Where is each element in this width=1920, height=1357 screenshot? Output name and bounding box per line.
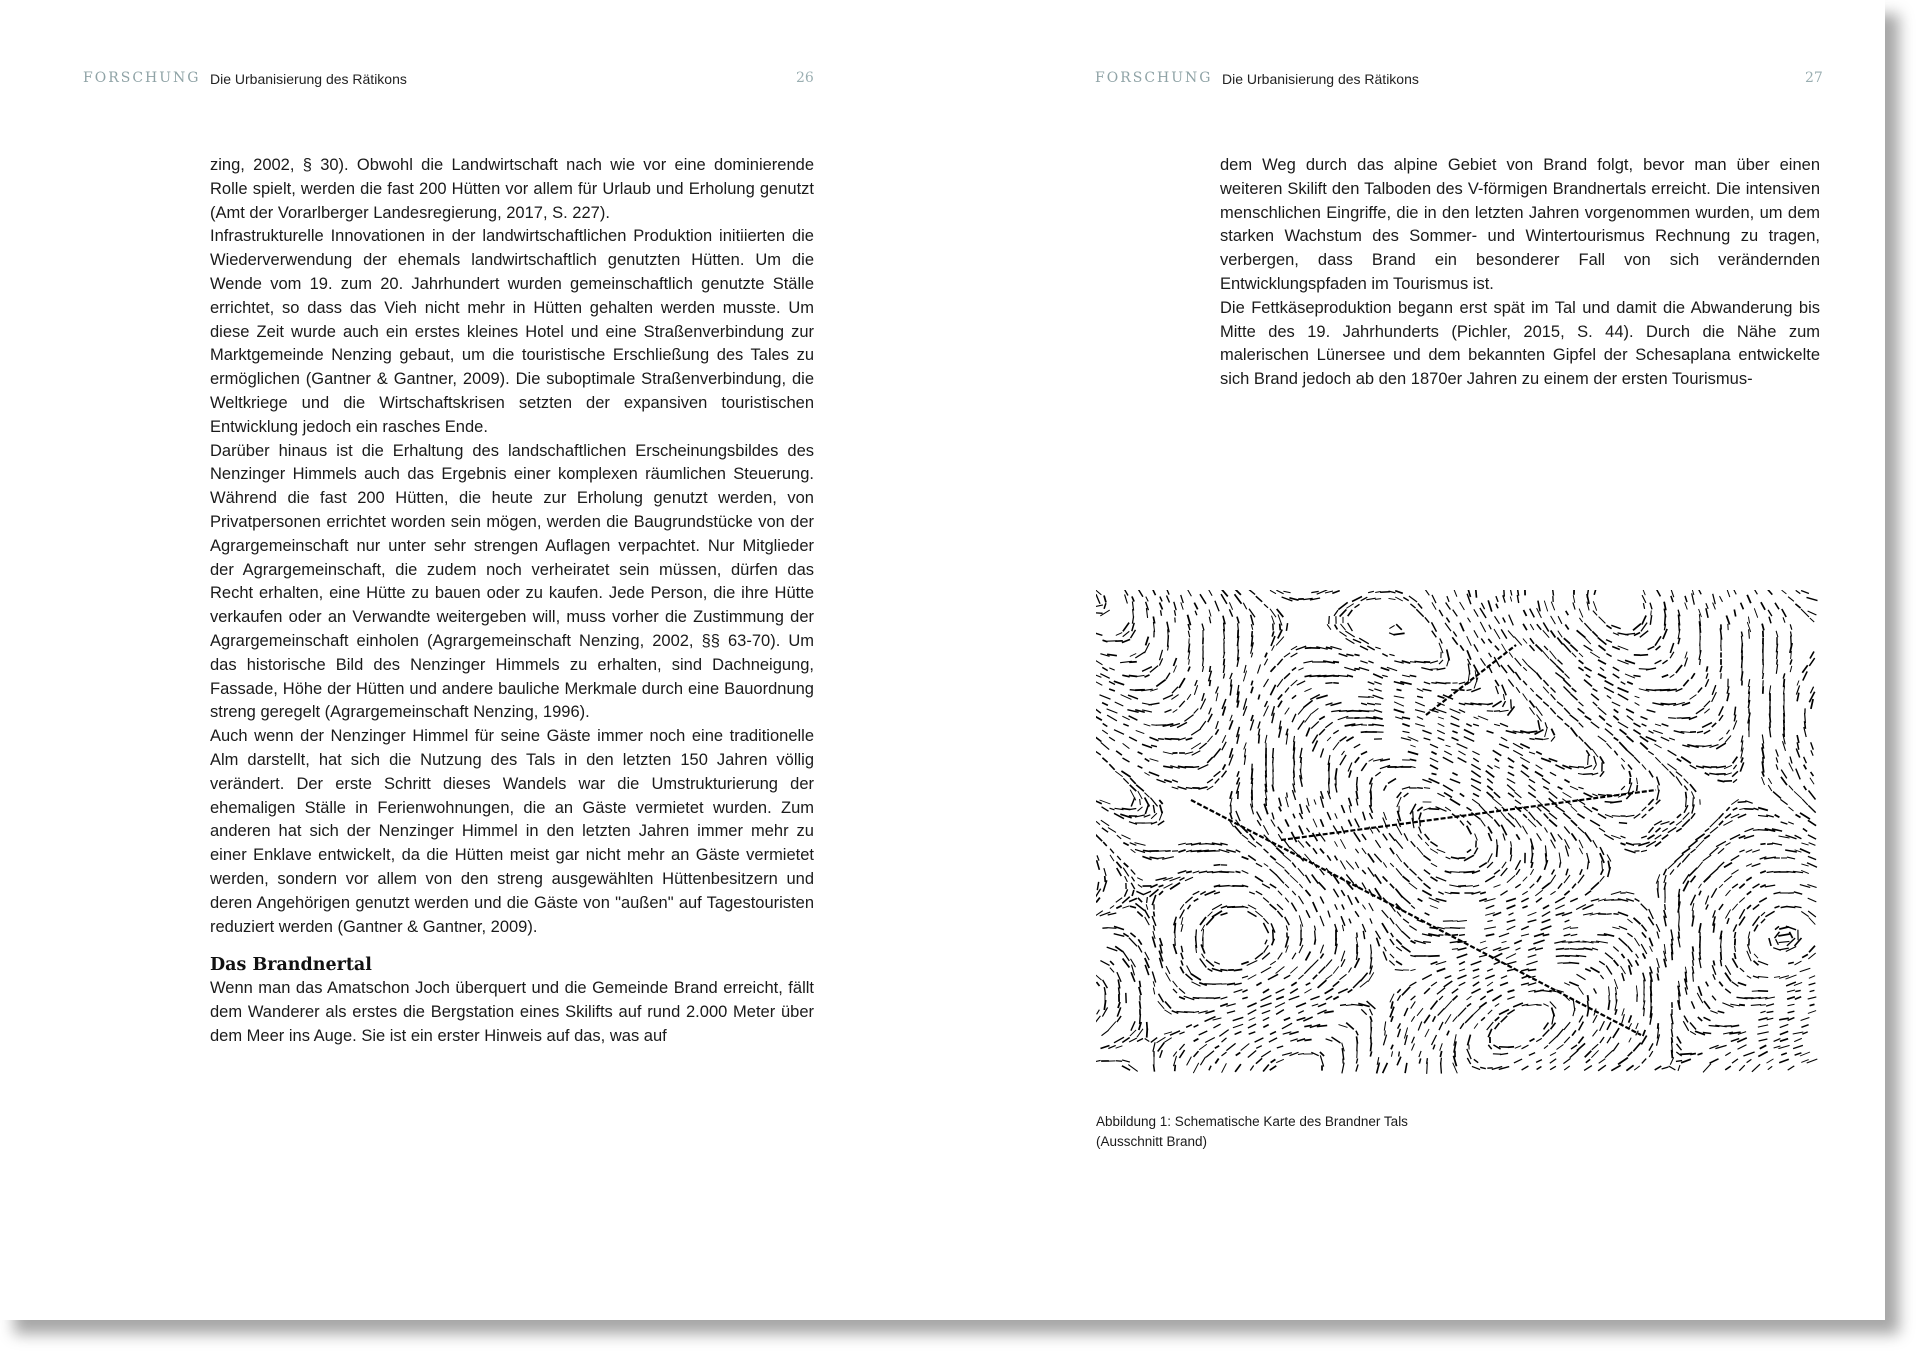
left-header-title: Die Urbanisierung des Rätikons xyxy=(210,71,407,87)
right-header-section: FORSCHUNG xyxy=(1095,70,1213,86)
right-paragraph: Die Fettkäseproduktion begann erst spät im Tal und damit die Abwanderung bis Mitte des 19. Jahrhunderts (Pichler, 2015, S. 44). Durch die Nähe zum malerischen Lünersee und dem bekannten Gipfel der Schesaplana entwickelte sich Brand jedoch ab den 1870er Jahren zu einem der ersten Tourismus- xyxy=(1220,298,1820,389)
right-paragraph: dem Weg durch das alpine Gebiet von Brand folgt, bevor man über einen weiteren Skilift den Talboden des V-förmigen Brandnertals erreicht. Die intensiven menschlichen Eingriffe, die in den letzten Jahren vorgenommen wurden, um dem starken Wachstum des Sommer- und Wintertourismus Rechnung zu tragen, verbergen, dass Brand ein besonderer Fall von sich verändernden Entwicklungspfaden im Tourismus ist. xyxy=(1220,156,1820,293)
schematic-contour-map xyxy=(1096,590,1819,1075)
figure-caption xyxy=(1096,1112,1496,1152)
left-paragraph: Auch wenn der Nenzinger Himmel für seine Gäste immer noch eine traditionelle Alm darstellt, hat sich die Nutzung des Tals in den letzten 150 Jahren völlig verändert. Der erste Schritt dieses Wandels war die Umstrukturierung der ehemaligen Ställe in Ferienwohnungen, die an Gäste vermietet wurden. Zum anderen hat sich der Nenzinger Himmel in den letzten Jahren immer mehr zu einer Enklave entwickelt, da die Hütten meist gar nicht mehr an Gäste vermietet werden, sondern vor allem von den streng ausgewählten Hüttenbesitzern und deren Angehörigen genutzt werden und die Gäste von "außen" auf Tagestouristen reduziert werden (Gantner & Gantner, 2009). xyxy=(210,727,814,936)
right-page-header xyxy=(1095,70,1830,90)
contour-map-graphic xyxy=(1096,590,1819,1075)
subheading-brandnertal: Das Brandnertal xyxy=(210,955,372,976)
figure-caption-line: Abbildung 1: Schematische Karte des Brandner Tals xyxy=(1096,1114,1408,1129)
right-page-body xyxy=(1220,154,1820,392)
figure-caption-line: (Ausschnitt Brand) xyxy=(1096,1134,1208,1149)
right-page-number: 27 xyxy=(1805,70,1823,86)
right-header-title: Die Urbanisierung des Rätikons xyxy=(1222,71,1419,87)
left-paragraph: Darüber hinaus ist die Erhaltung des landschaftlichen Erscheinungsbildes des Nenzinger Himmels auch das Ergebnis einer komplexen räumlichen Steuerung. Während die fast 200 Hütten, die heute zur Erholung genutzt werden, von Privatpersonen errichtet worden sein mögen, werden die Baugrundstücke von der Agrargemeinschaft nur unter sehr strengen Auflagen verpachtet. Nur Mitglieder der Agrargemeinschaft, die zudem noch verheiratet sein müssen, dürfen das Recht erhalten, eine Hütte zu bauen oder zu kaufen. Jede Person, die ihre Hütte verkaufen oder an Verwandte weitergeben will, muss vorher die Zustimmung der Agrargemeinschaft einholen (Agrargemeinschaft Nenzing, 2002, §§ 63-70). Um das historische Bild des Nenzinger Himmels zu erhalten, sind Dachneigung, Fassade, Höhe der Hütten und andere bauliche Merkmale durch eine Bauordnung streng geregelt (Agrargemeinschaft Nenzing, 1996). xyxy=(210,441,814,722)
contour-dashes xyxy=(1096,590,1818,1074)
left-page-header xyxy=(83,70,818,90)
left-header-section: FORSCHUNG xyxy=(83,70,201,86)
left-paragraph: Wenn man das Amatschon Joch überquert und die Gemeinde Brand erreicht, fällt dem Wanderer als erstes die Bergstation eines Skilifts auf rund 2.000 Meter über dem Meer ins Auge. Sie ist ein erster Hinweis auf das, was auf xyxy=(210,979,814,1045)
left-page-body xyxy=(210,154,814,1049)
left-page-number: 26 xyxy=(796,70,814,86)
left-paragraph: Infrastrukturelle Innovationen in der landwirtschaftlichen Produktion initiierten die Wiederverwendung der ehemals landwirtschaftlich genutzten Hütten. Um die Wende vom 19. zum 20. Jahrhundert wurden gemeinschaftlich genutzte Ställe errichtet, so dass das Vieh nicht mehr in Hütten gehalten werden musste. Um diese Zeit wurde auch ein erstes kleines Hotel und eine Straßenverbindung zur Marktgemeinde Nenzing gebaut, um die touristische Erschließung des Tales zu ermöglichen (Gantner & Gantner, 2009). Die suboptimale Straßenverbindung, die Weltkriege und die Wirtschaftskrisen setzten der expansiven touristischen Entwicklung jedoch ein rasches Ende. xyxy=(210,227,814,436)
left-paragraph: zing, 2002, § 30). Obwohl die Landwirtschaft nach wie vor eine dominierende Rolle spielt, werden die fast 200 Hütten vor allem für Urlaub und Erholung genutzt (Amt der Vorarlberger Landesregierung, 2017, S. 227). xyxy=(210,156,814,222)
